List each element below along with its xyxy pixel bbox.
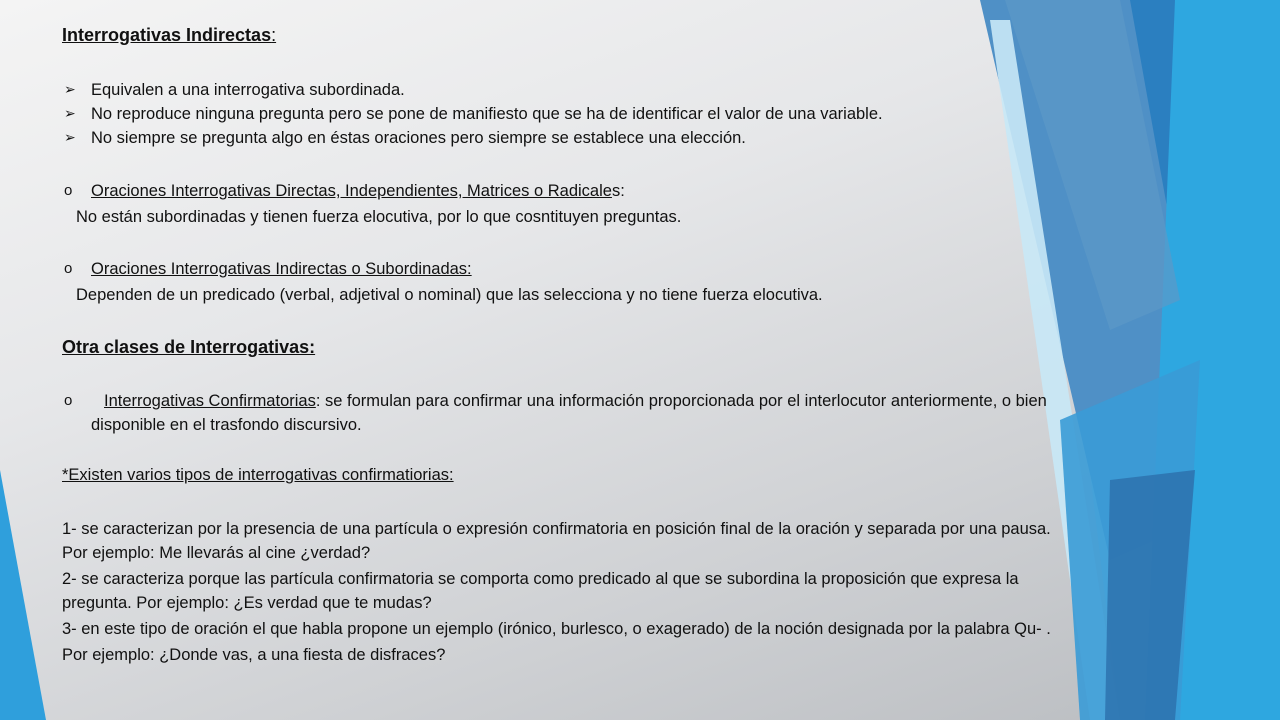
circle-bullet-icon: o (64, 260, 73, 277)
directas-description: No están subordinadas y tienen fuerza elocutiva, por lo que cosntituyen preguntas. (76, 208, 682, 226)
bullet-item-1: Equivalen a una interrogativa subordinada. (91, 81, 405, 99)
directas-title-text: Oraciones Interrogativas Directas, Independientes, Matrices o Radicale (91, 182, 612, 200)
tipos-line-3: 2- se caracteriza porque las partícula confirmatoria se comporta como predicado al que se subordina la proposición que expresa la (62, 570, 1019, 588)
arrow-bullet-icon: ➢ (64, 81, 76, 97)
tipos-line-6: Por ejemplo: ¿Donde vas, a una fiesta de disfraces? (62, 646, 446, 664)
section-heading-otras-clases: Otra clases de Interrogativas: (62, 337, 316, 357)
directas-title-tail: s: (611, 182, 625, 200)
confirmatorias-text-continued: disponible en el trasfondo discursivo. (91, 416, 362, 434)
heading-colon: : (271, 25, 277, 45)
tipos-line-1: 1- se caracterizan por la presencia de una partícula o expresión confirmatoria en posición final de la oración y separada por una pausa. (62, 520, 1051, 538)
confirmatorias-line (104, 390, 1047, 412)
confirmatorias-title: Interrogativas Confirmatorias (104, 392, 316, 410)
confirmatorias-text: : se formulan para confirmar una información proporcionada por el interlocutor anteriormente, o bien (315, 392, 1047, 410)
indirectas-description: Dependen de un predicado (verbal, adjetival o nominal) que las selecciona y no tiene fuerza elocutiva. (76, 286, 823, 304)
directas-title (91, 180, 625, 202)
bullet-item-2: No reproduce ninguna pregunta pero se pone de manifiesto que se ha de identificar el valor de una variable. (91, 105, 883, 123)
indirectas-title: Oraciones Interrogativas Indirectas o Subordinadas: (91, 260, 472, 278)
tipos-line-5: 3- en este tipo de oración el que habla propone un ejemplo (irónico, burlesco, o exagerado) de la noción designada por la palabra Qu- . (62, 620, 1051, 638)
tipos-heading: *Existen varios tipos de interrogativas confirmatiorias: (62, 466, 454, 484)
bullet-item-3: No siempre se pregunta algo en éstas oraciones pero siempre se establece una elección. (91, 129, 746, 147)
arrow-bullet-icon: ➢ (64, 129, 76, 145)
heading-text: Interrogativas Indirectas (62, 25, 272, 45)
circle-bullet-icon: o (64, 392, 73, 409)
arrow-bullet-icon: ➢ (64, 105, 76, 121)
circle-bullet-icon: o (64, 182, 73, 199)
section-heading-indirectas (62, 24, 276, 46)
tipos-line-4: pregunta. Por ejemplo: ¿Es verdad que te mudas? (62, 594, 432, 612)
tipos-line-2: Por ejemplo: Me llevarás al cine ¿verdad? (62, 544, 371, 562)
